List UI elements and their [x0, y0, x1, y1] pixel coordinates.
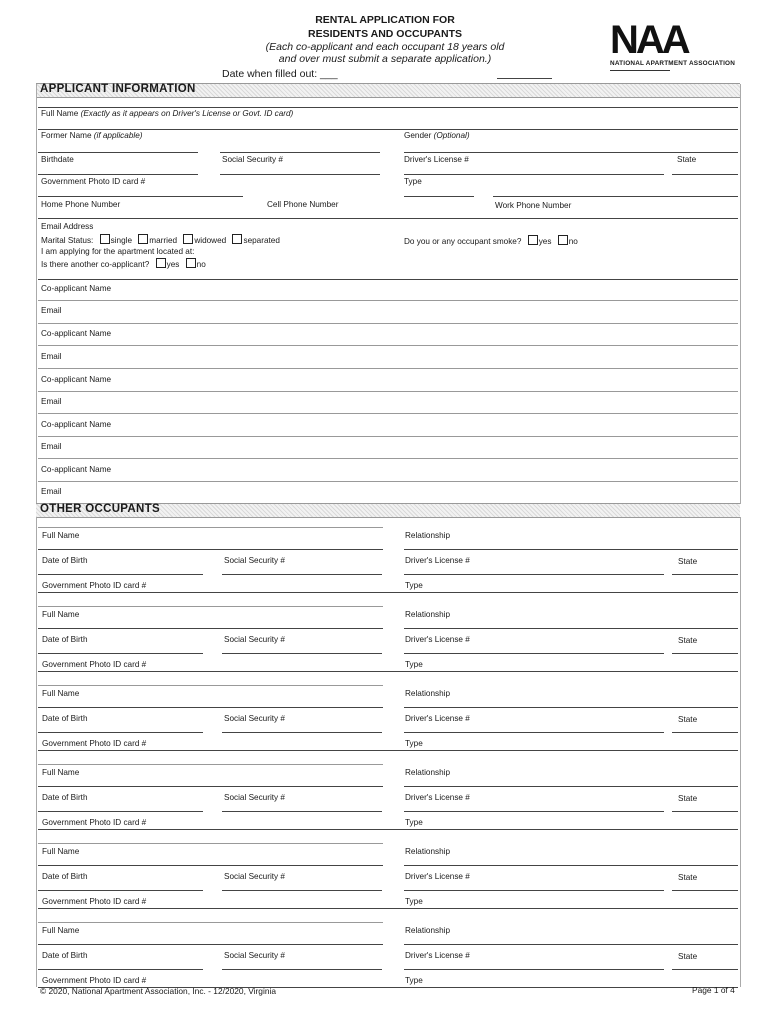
occupant-gov-id-field-5[interactable] [38, 908, 738, 909]
occupant-full-name-label-6: Full Name [42, 926, 80, 935]
applying-address-field[interactable] [38, 279, 738, 280]
occupant-full-name-label-3: Full Name [42, 689, 80, 698]
occupant-full-name-field-6[interactable] [38, 944, 383, 945]
occupant-relationship-label-4: Relationship [405, 768, 451, 777]
occupant-name-top-rule-4 [38, 764, 383, 765]
occupant-dl-field-1[interactable] [404, 574, 664, 575]
occupant-type-label-2: Type [405, 660, 423, 669]
coapplicant-name-label-1: Co-applicant Name [41, 284, 112, 293]
occupant-dob-field-2[interactable] [38, 653, 203, 654]
marital-separated-label: separated [243, 236, 280, 245]
occupant-relationship-label-6: Relationship [405, 926, 451, 935]
occupant-ssn-label-1: Social Security # [224, 556, 285, 565]
applicant-gov-id-label: Government Photo ID card # [41, 177, 146, 186]
occupant-dl-field-6[interactable] [404, 969, 664, 970]
occupant-relationship-label-2: Relationship [405, 610, 451, 619]
gender-field[interactable] [404, 152, 738, 153]
occupant-gov-id-field-4[interactable] [38, 829, 738, 830]
coapplicant-name-field-2[interactable] [38, 345, 738, 346]
coapplicant-no-checkbox[interactable] [186, 258, 196, 268]
coapplicant-email-label-3: Email [41, 397, 62, 406]
occupant-dl-label-2: Driver's License # [405, 635, 470, 644]
marital-single-label: single [110, 236, 133, 245]
occupant-dl-label-4: Driver's License # [405, 793, 470, 802]
applicant-dl-label: Driver's License # [404, 155, 469, 164]
occupant-full-name-label-2: Full Name [42, 610, 80, 619]
occupant-relationship-field-1[interactable] [404, 549, 738, 550]
left-border [36, 84, 37, 504]
occupant-ssn-label-4: Social Security # [224, 793, 285, 802]
applicant-ssn-field[interactable] [220, 174, 380, 175]
coapplicant-name-field-1[interactable] [38, 300, 738, 301]
work-phone-label: Work Phone Number [495, 201, 572, 210]
coapplicant-name-field-5[interactable] [38, 481, 738, 482]
occupant-dl-label-5: Driver's License # [405, 872, 470, 881]
coapplicant-email-label-1: Email [41, 306, 62, 315]
form-note-line1: (Each co-applicant and each occupant 18 years old [265, 41, 505, 53]
occupant-type-label-1: Type [405, 581, 423, 590]
occupant-dob-field-6[interactable] [38, 969, 203, 970]
applicant-divider [38, 129, 738, 130]
applicant-state-label: State [677, 155, 697, 164]
applicant-type-field-2[interactable] [493, 196, 738, 197]
occupant-relationship-label-3: Relationship [405, 689, 451, 698]
occupant-state-field-1[interactable] [672, 574, 738, 575]
coapplicant-no-label: no [196, 260, 206, 269]
form-title-line2: RESIDENTS AND OCCUPANTS [307, 28, 462, 40]
occupant-full-name-field-5[interactable] [38, 865, 383, 866]
marital-widowed-label: widowed [194, 236, 227, 245]
applicant-gov-id-field[interactable] [38, 196, 243, 197]
occupant-dob-field-4[interactable] [38, 811, 203, 812]
coapplicant-yes-checkbox[interactable] [156, 258, 166, 268]
occupant-relationship-label-1: Relationship [405, 531, 451, 540]
applicant-section-header [36, 83, 740, 98]
occupant-dl-field-3[interactable] [404, 732, 664, 733]
occupant-gov-id-field-2[interactable] [38, 671, 738, 672]
applicant-section-title: APPLICANT INFORMATION [40, 83, 196, 95]
applicant-type-label: Type [404, 177, 422, 186]
form-note-line2: and over must submit a separate application.) [278, 53, 492, 65]
occupant-gov-id-label-4: Government Photo ID card # [42, 818, 147, 827]
coapplicant-question-label: Is there another co-applicant? [41, 260, 150, 269]
date-filled-field[interactable] [497, 78, 552, 79]
occupant-ssn-field-4[interactable] [222, 811, 382, 812]
occupant-ssn-label-2: Social Security # [224, 635, 285, 644]
occupant-ssn-label-6: Social Security # [224, 951, 285, 960]
coapplicant-yes-label: yes [166, 260, 180, 269]
coapplicant-name-label-2: Co-applicant Name [41, 329, 112, 338]
occupant-ssn-field-5[interactable] [222, 890, 382, 891]
occupant-ssn-field-3[interactable] [222, 732, 382, 733]
occupants-section-title: OTHER OCCUPANTS [40, 503, 160, 515]
coapplicant-question-row [41, 258, 206, 269]
occupant-state-label-4: State [678, 794, 698, 803]
smoke-no-checkbox[interactable] [558, 235, 568, 245]
marital-married-label: married [149, 236, 178, 245]
occupant-gov-id-label-5: Government Photo ID card # [42, 897, 147, 906]
smoke-row [404, 235, 578, 246]
occupant-relationship-field-6[interactable] [404, 944, 738, 945]
occupant-gov-id-label-3: Government Photo ID card # [42, 739, 147, 748]
occupant-dob-field-1[interactable] [38, 574, 203, 575]
home-phone-label: Home Phone Number [41, 200, 121, 209]
occupant-ssn-field-1[interactable] [222, 574, 382, 575]
coapplicant-name-field-3[interactable] [38, 391, 738, 392]
occupant-gov-id-label-2: Government Photo ID card # [42, 660, 147, 669]
occupant-type-label-5: Type [405, 897, 423, 906]
occupant-ssn-field-2[interactable] [222, 653, 382, 654]
occupant-state-label-5: State [678, 873, 698, 882]
occupant-dob-field-5[interactable] [38, 890, 203, 891]
occupant-full-name-field-3[interactable] [38, 707, 383, 708]
smoke-no-label: no [568, 237, 578, 246]
occupant-dob-label-4: Date of Birth [42, 793, 88, 802]
occupant-name-top-rule-2 [38, 606, 383, 607]
footer-page-number: Page 1 of 4 [692, 985, 735, 995]
email-address-label: Email Address [41, 222, 94, 231]
occupant-full-name-field-1[interactable] [38, 549, 383, 550]
occupant-full-name-field-2[interactable] [38, 628, 383, 629]
occupant-ssn-field-6[interactable] [222, 969, 382, 970]
coapplicant-email-label-5: Email [41, 487, 62, 496]
gender-label: Gender (Optional) [404, 131, 470, 140]
former-name-field-2[interactable] [220, 152, 380, 153]
full-name-field[interactable] [38, 107, 738, 108]
occupant-relationship-field-4[interactable] [404, 786, 738, 787]
occupant-dl-label-1: Driver's License # [405, 556, 470, 565]
logo-mark: NAA [610, 18, 688, 62]
occupant-name-top-rule-6 [38, 922, 383, 923]
applying-address-label: I am applying for the apartment located at: [41, 247, 195, 256]
occupant-dob-label-5: Date of Birth [42, 872, 88, 881]
occupant-full-name-label-1: Full Name [42, 531, 80, 540]
coapplicant-name-label-5: Co-applicant Name [41, 465, 112, 474]
occupant-dob-label-6: Date of Birth [42, 951, 88, 960]
marital-single-checkbox[interactable] [100, 234, 110, 244]
coapplicant-name-label-4: Co-applicant Name [41, 420, 112, 429]
occupant-state-field-5[interactable] [672, 890, 738, 891]
full-name-label: Full Name (Exactly as it appears on Driver's License or Govt. ID card) [41, 109, 294, 118]
smoke-label: Do you or any occupant smoke? [404, 237, 522, 246]
occupant-dob-label-2: Date of Birth [42, 635, 88, 644]
occupants-right-border [740, 517, 741, 987]
logo-subtitle: NATIONAL APARTMENT ASSOCIATION [610, 60, 736, 67]
right-border [740, 84, 741, 504]
occupant-relationship-field-5[interactable] [404, 865, 738, 866]
occupant-gov-id-field-3[interactable] [38, 750, 738, 751]
occupant-dl-label-3: Driver's License # [405, 714, 470, 723]
coapplicant-email-label-4: Email [41, 442, 62, 451]
applicant-type-field[interactable] [404, 196, 474, 197]
applicant-ssn-label: Social Security # [222, 155, 283, 164]
occupants-left-border [36, 517, 37, 987]
occupant-gov-id-label-1: Government Photo ID card # [42, 581, 147, 590]
birthdate-label: Birthdate [41, 155, 74, 164]
date-filled-label: Date when filled out: ___ [222, 68, 338, 80]
occupant-name-top-rule-3 [38, 685, 383, 686]
marital-separated-checkbox[interactable] [232, 234, 242, 244]
occupant-gov-id-field-1[interactable] [38, 592, 738, 593]
occupant-name-top-rule-5 [38, 843, 383, 844]
coapplicant-name-label-3: Co-applicant Name [41, 375, 112, 384]
occupants-section-header [36, 503, 740, 518]
marital-status-label: Marital Status: [41, 236, 94, 245]
smoke-yes-label: yes [538, 237, 552, 246]
smoke-yes-checkbox[interactable] [528, 235, 538, 245]
footer-copyright: © 2020, National Apartment Association, Inc. - 12/2020, Virginia [40, 986, 277, 996]
occupant-type-label-4: Type [405, 818, 423, 827]
marital-widowed-checkbox[interactable] [183, 234, 193, 244]
applicant-state-field[interactable] [672, 174, 738, 175]
phone-field[interactable] [38, 218, 738, 219]
occupant-type-label-6: Type [405, 976, 423, 985]
coapplicant-name-field-4[interactable] [38, 436, 738, 437]
marital-married-checkbox[interactable] [138, 234, 148, 244]
occupant-full-name-label-5: Full Name [42, 847, 80, 856]
naa-logo [610, 20, 740, 71]
form-title-line1: RENTAL APPLICATION FOR [315, 14, 455, 26]
marital-status-row [41, 234, 280, 245]
occupant-state-field-3[interactable] [672, 732, 738, 733]
occupant-type-label-3: Type [405, 739, 423, 748]
occupant-dl-label-6: Driver's License # [405, 951, 470, 960]
occupant-dl-field-4[interactable] [404, 811, 664, 812]
occupant-state-field-4[interactable] [672, 811, 738, 812]
occupant-dob-label-1: Date of Birth [42, 556, 88, 565]
occupant-state-label-1: State [678, 557, 698, 566]
occupant-relationship-label-5: Relationship [405, 847, 451, 856]
occupant-full-name-label-4: Full Name [42, 768, 80, 777]
logo-rule [610, 70, 670, 71]
occupant-state-field-6[interactable] [672, 969, 738, 970]
occupant-relationship-field-3[interactable] [404, 707, 738, 708]
coapplicant-email-field-1[interactable] [38, 323, 738, 324]
occupant-dob-label-3: Date of Birth [42, 714, 88, 723]
occupant-state-field-2[interactable] [672, 653, 738, 654]
occupant-relationship-field-2[interactable] [404, 628, 738, 629]
coapplicant-email-field-2[interactable] [38, 368, 738, 369]
former-name-label: Former Name (if applicable) [41, 131, 143, 140]
occupant-state-label-2: State [678, 636, 698, 645]
occupant-dl-field-2[interactable] [404, 653, 664, 654]
birthdate-field[interactable] [38, 174, 198, 175]
former-name-field[interactable] [38, 152, 198, 153]
occupant-state-label-6: State [678, 952, 698, 961]
occupant-gov-id-label-6: Government Photo ID card # [42, 976, 147, 985]
occupant-ssn-label-3: Social Security # [224, 714, 285, 723]
applicant-dl-field[interactable] [404, 174, 664, 175]
occupant-dob-field-3[interactable] [38, 732, 203, 733]
occupant-ssn-label-5: Social Security # [224, 872, 285, 881]
occupant-dl-field-5[interactable] [404, 890, 664, 891]
coapplicant-email-label-2: Email [41, 352, 62, 361]
occupant-full-name-field-4[interactable] [38, 786, 383, 787]
coapplicant-email-field-3[interactable] [38, 413, 738, 414]
occupant-state-label-3: State [678, 715, 698, 724]
occupant-name-top-rule-1 [38, 527, 383, 528]
coapplicant-email-field-4[interactable] [38, 458, 738, 459]
cell-phone-label: Cell Phone Number [267, 200, 339, 209]
